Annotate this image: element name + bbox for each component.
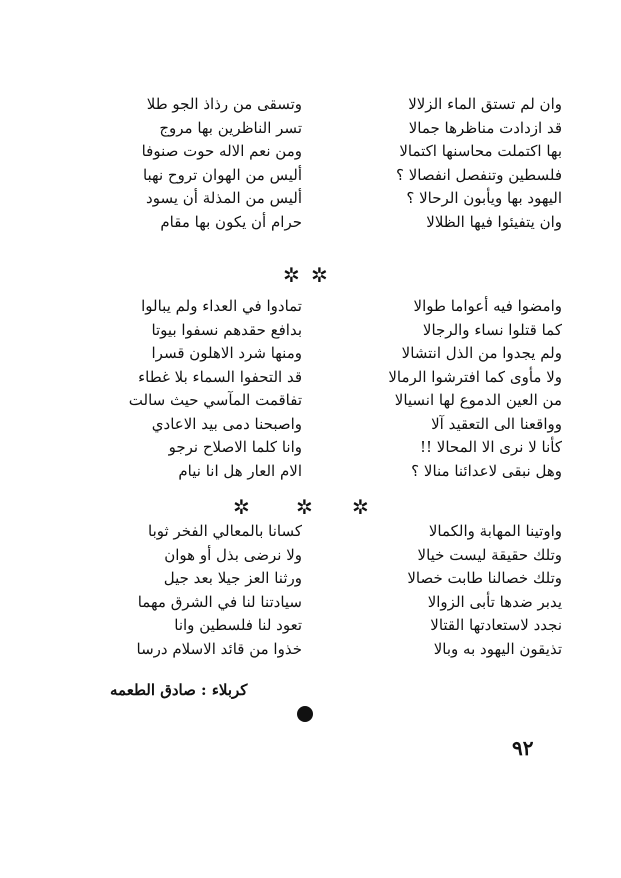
asterisk-ornament: ✲: [311, 263, 328, 287]
verse-line: تفاقمت المآسي حيث سالت: [128, 391, 302, 409]
verse-line: وامضوا فيه أعواما طوالا: [413, 297, 562, 315]
asterisk-ornament: ✲: [296, 495, 313, 519]
stanza-separator-1: [0, 265, 621, 285]
verse-line: ولا مأوى كما افترشوا الرمالا: [388, 367, 562, 386]
stanza-3-left-column: [322, 520, 562, 661]
verse-line: بها اكتملت محاسنها اكتمالا: [399, 142, 562, 160]
verse-line: فلسطين وتنفصل انفصالا ؟: [396, 165, 562, 184]
verse-line: ومنها شرد الاهلون قسرا: [151, 344, 302, 362]
verse-line: وتلك خصالنا طابت خصالا: [407, 569, 562, 587]
asterisk-ornament: ✲: [283, 263, 300, 287]
verse-line: قد ازدادت مناظرها جمالا: [408, 118, 562, 137]
verse-line: وتلك حقيقة ليست خيالا: [417, 545, 562, 564]
verse-line: خذوا من قائد الاسلام درسا: [136, 639, 302, 658]
verse-line: وتسقى من رذاذ الجو طلا: [146, 95, 302, 113]
bullet-dot-ornament: [297, 706, 313, 722]
verse-line: بدافع حقدهم نسفوا بيوتا: [151, 320, 302, 339]
verse-line: أليس من الهوان تروح نهبا: [142, 165, 302, 184]
verse-line: حرام أن يكون بها مقام: [160, 212, 302, 231]
stanza-2-left-column: [322, 295, 562, 483]
verse-line: وهل نبقى لاعدائنا منالا ؟: [411, 461, 562, 480]
verse-line: ولم يجدوا من الذل انتشالا: [401, 344, 562, 362]
verse-line: ومن نعم الاله حوت صنوفا: [141, 142, 302, 160]
verse-line: سيادتنا لنا في الشرق مهما: [137, 592, 302, 611]
stanza-2: [62, 295, 562, 483]
verse-line: ولا نرضى بذل أو هوان: [164, 545, 302, 564]
author-signature: كربلاء : صادق الطعمه: [110, 681, 248, 699]
verse-line: تسر الناظرين بها مروج: [159, 118, 302, 137]
verse-line: اليهود بها ويأبون الرحالا ؟: [406, 189, 562, 207]
verse-line: من العين الدموع لها انسيالا: [394, 391, 562, 409]
verse-line: تعود لنا فلسطين وانا: [174, 616, 302, 634]
verse-line: نجدد لاستعادتها القتالا: [430, 616, 562, 634]
stanza-2-right-column: [62, 295, 302, 483]
verse-line: واوتينا المهابة والكمالا: [428, 522, 562, 540]
verse-line: وان لم تستق الماء الزلالا: [408, 95, 562, 113]
verse-line: أليس من المذلة أن يسود: [146, 189, 302, 207]
stanza-1-right-column: [62, 93, 302, 234]
stanza-1-left-column: [322, 93, 562, 234]
verse-line: كسانا بالمعالي الفخر ثوبا: [148, 522, 302, 540]
page-number: ٩٢: [512, 736, 534, 760]
stanza-1: [62, 93, 562, 234]
stanza-3-right-column: [62, 520, 302, 661]
stanza-separator-2: [0, 497, 621, 517]
asterisk-ornament: ✲: [233, 495, 250, 519]
stanza-3: [62, 520, 562, 661]
verse-line: الام العار هل انا نيام: [178, 461, 302, 480]
verse-line: كما قتلوا نساء والرجالا: [422, 320, 562, 339]
asterisk-ornament: ✲: [352, 495, 369, 519]
verse-line: وانا كلما الاصلاح نرجو: [168, 438, 302, 456]
verse-line: كأنا لا نرى الا المحالا !!: [419, 438, 562, 456]
verse-line: تمادوا في العداء ولم يبالوا: [141, 297, 302, 315]
verse-line: قد التحفوا السماء بلا غطاء: [138, 367, 302, 386]
verse-line: وان يتفيئوا فيها الظلالا: [426, 212, 562, 231]
verse-line: وواقعنا الى التعقيد آلا: [431, 414, 562, 433]
verse-line: يدبر ضدها تأبى الزوالا: [427, 592, 562, 611]
verse-line: ورثنا العز جيلا بعد جيل: [163, 569, 302, 587]
verse-line: واصبحنا دمى بيد الاعادي: [151, 414, 302, 433]
verse-line: تذيقون اليهود به وبالا: [433, 639, 562, 658]
